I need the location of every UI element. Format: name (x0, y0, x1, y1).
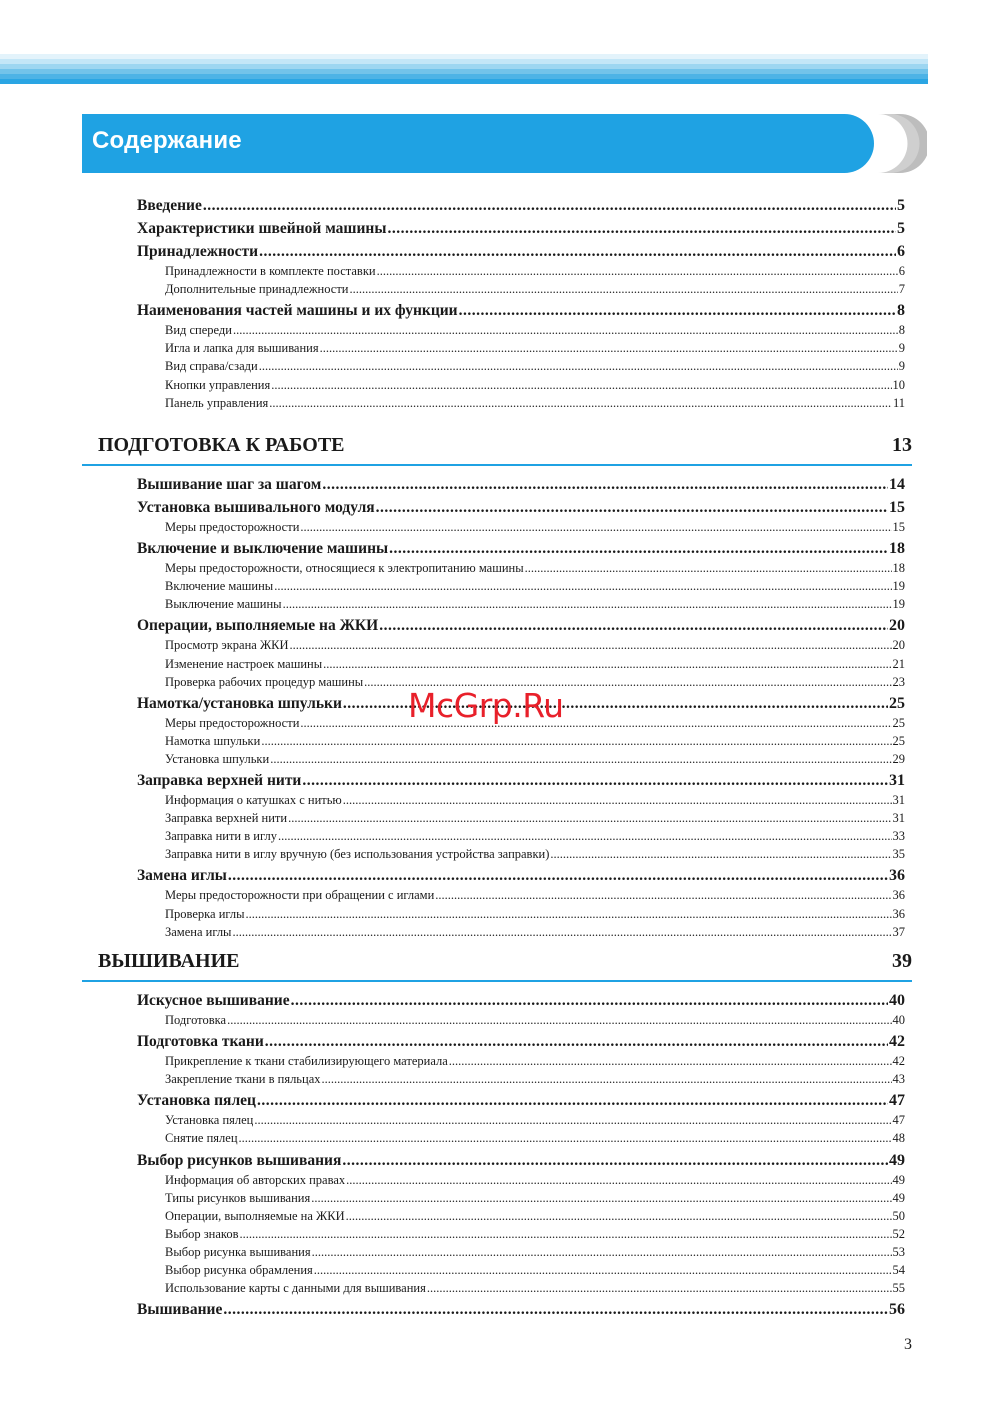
dot-leader (300, 716, 891, 731)
dot-leader (239, 1131, 892, 1146)
toc-entry-title: Вышивание (137, 1301, 223, 1319)
dot-leader (550, 847, 891, 862)
toc-entry-title: Введение (137, 197, 202, 214)
toc-subentry[interactable] (165, 1131, 905, 1148)
toc-entry[interactable] (137, 220, 905, 240)
toc-subentry[interactable] (165, 1245, 905, 1262)
dot-leader (288, 811, 891, 826)
toc-entry-title: Характеристики швейной машины (137, 220, 387, 237)
toc-subentry[interactable] (165, 282, 905, 299)
toc-entry[interactable] (137, 243, 905, 263)
toc-entry-title: Кнопки управления (165, 377, 271, 392)
dot-leader (261, 734, 891, 749)
dot-leader (278, 829, 892, 844)
toc-entry-page: 40 (892, 1013, 905, 1027)
dot-leader (203, 197, 896, 215)
toc-entry[interactable] (137, 302, 905, 322)
dot-leader (376, 499, 888, 517)
toc-entry-page: 29 (892, 751, 905, 766)
toc-entry-page: 31 (889, 772, 905, 789)
toc-entry[interactable] (137, 992, 905, 1012)
dot-leader (269, 396, 892, 411)
toc-subentry[interactable] (165, 1113, 905, 1130)
toc-subentry[interactable] (165, 561, 905, 578)
toc-entry-title: Просмотр экрана ЖКИ (165, 638, 289, 653)
toc-entry-page: 18 (889, 540, 905, 558)
toc-entry-page: 18 (892, 561, 905, 576)
toc-subentry[interactable] (165, 378, 905, 395)
toc-subentry[interactable] (165, 907, 905, 924)
toc-subentry[interactable] (165, 1173, 905, 1190)
toc-entry-title: Изменение настроек машины (165, 656, 323, 671)
toc-entry-page: 50 (892, 1208, 905, 1223)
toc-subentry[interactable] (165, 1263, 905, 1280)
toc-subentry[interactable] (165, 925, 905, 942)
toc-entry-page: 5 (897, 220, 905, 237)
toc-entry-title: Искусное вышивание (137, 992, 290, 1009)
dot-leader (223, 1301, 888, 1319)
toc-entry-page: 21 (892, 656, 905, 671)
toc-entry-title: Выбор рисунка обрамления (165, 1263, 313, 1277)
dot-leader (291, 992, 888, 1010)
toc-entry-page: 15 (892, 520, 905, 534)
toc-subentry[interactable] (165, 657, 905, 674)
toc-entry-page: 8 (897, 302, 905, 320)
dot-leader (389, 540, 888, 558)
toc-entry-title: Намотка/установка шпульки (137, 694, 342, 712)
toc-entry-page: 11 (892, 395, 905, 410)
toc-entry-page: 10 (892, 377, 905, 392)
toc-entry-title: Игла и лапка для вышивания (165, 341, 319, 356)
toc-entry-title: Вид справа/сзади (165, 359, 258, 374)
toc-entry-title: Подготовка ткани (137, 1033, 264, 1051)
toc-subentry[interactable] (165, 847, 905, 864)
toc-entry-page: 19 (892, 597, 905, 612)
toc-entry[interactable] (137, 1301, 905, 1321)
toc-entry-title: Выбор рисунка вышивания (165, 1244, 311, 1259)
toc-entry-title: Типы рисунков вышивания (165, 1190, 311, 1205)
toc-entry-title: Установка пялец (137, 1092, 256, 1110)
toc-entry-title: Установка вышивального модуля (137, 499, 375, 516)
toc-entry-title: Замена иглы (137, 867, 227, 885)
toc-subentry[interactable] (165, 396, 905, 413)
toc-entry-page: 9 (898, 341, 905, 356)
toc-entry[interactable] (137, 1152, 905, 1172)
dot-leader (290, 638, 892, 653)
toc-entry-page: 31 (892, 793, 905, 807)
dot-leader (449, 1054, 892, 1069)
toc-entry-title: Принадлежности (137, 243, 259, 260)
toc-entry-page: 33 (892, 829, 905, 844)
toc-subentry[interactable] (165, 323, 905, 340)
toc-subentry[interactable] (165, 579, 905, 596)
toc-entry-page: 14 (889, 476, 905, 493)
toc-entry-title: Намотка шпульки (165, 733, 261, 748)
toc-entry-page: 37 (892, 924, 905, 939)
dot-leader (300, 520, 891, 535)
dot-leader (246, 907, 892, 922)
toc-entry-page: 48 (892, 1131, 905, 1146)
toc-entry-page: 52 (892, 1226, 905, 1241)
toc-entry-page: 25 (892, 715, 905, 730)
toc-subentry[interactable] (165, 793, 905, 810)
toc-entry[interactable] (137, 1092, 905, 1112)
toc-subentry[interactable] (165, 829, 905, 846)
toc-subentry[interactable] (165, 1072, 905, 1089)
toc-subentry[interactable] (165, 1054, 905, 1071)
dot-leader (259, 243, 896, 261)
toc-subentry[interactable] (165, 341, 905, 358)
toc-entry-title: Установка шпульки (165, 751, 270, 766)
toc-entry-page: 42 (889, 1033, 905, 1051)
dot-leader (322, 1072, 892, 1087)
section-page: 13 (892, 434, 912, 456)
dot-leader (283, 597, 892, 612)
toc-entry-page: 56 (889, 1301, 905, 1319)
toc-entry-title: Операции, выполняемые на ЖКИ (137, 617, 379, 635)
toc-entry-page: 49 (892, 1190, 905, 1205)
toc-subentry[interactable] (165, 359, 905, 376)
toc-entry-title: Наименования частей машины и их функции (137, 302, 458, 320)
page-title: Содержание (92, 127, 242, 154)
toc-entry-title: Информация об авторских правах (165, 1172, 346, 1187)
page-number: 3 (904, 1336, 912, 1353)
dot-leader (435, 888, 891, 903)
dot-leader (265, 1033, 888, 1051)
dot-leader (322, 476, 888, 494)
toc-entry-title: Выключение машины (165, 597, 282, 612)
toc-subentry[interactable] (165, 752, 905, 769)
section-page: 39 (892, 950, 912, 972)
section-title: ВЫШИВАНИЕ (98, 950, 240, 972)
toc-entry-title: Установка пялец (165, 1113, 254, 1128)
dot-leader (377, 264, 898, 279)
toc-entry-page: 49 (892, 1172, 905, 1187)
dot-leader (459, 302, 896, 320)
toc-subentry[interactable] (165, 520, 905, 537)
toc-entry-page: 47 (889, 1092, 905, 1110)
dot-leader (343, 793, 892, 808)
toc-entry-page: 19 (892, 579, 905, 594)
toc-entry-title: Панель управления (165, 395, 269, 410)
dot-leader (259, 359, 898, 374)
section-heading[interactable] (82, 950, 912, 982)
toc-entry-title: Заправка нити в иглу вручную (без использования устройства заправки) (165, 847, 550, 862)
toc-entry[interactable] (137, 1033, 905, 1053)
toc-entry-page: 6 (897, 243, 905, 260)
toc-entry-page: 9 (898, 359, 905, 374)
dot-leader (320, 341, 898, 356)
toc-entry-page: 5 (897, 197, 905, 214)
toc-entry-title: Включение и выключение машины (137, 540, 389, 558)
toc-entry[interactable] (137, 617, 905, 637)
toc-entry-page: 7 (898, 282, 905, 297)
toc-entry-title: Меры предосторожности при обращении с иглами (165, 888, 435, 903)
toc-entry-title: Принадлежности в комплекте поставки (165, 264, 376, 278)
dot-leader (270, 752, 891, 767)
toc-entry-title: Дополнительные принадлежности (165, 282, 349, 297)
toc-entry-page: 20 (889, 617, 905, 635)
toc-entry-title: Операции, выполняемые на ЖКИ (165, 1208, 345, 1223)
toc-subentry[interactable] (165, 1227, 905, 1244)
toc-subentry[interactable] (165, 264, 905, 281)
toc-entry[interactable] (137, 197, 905, 217)
toc-entry-page: 36 (889, 867, 905, 885)
toc-subentry[interactable] (165, 1191, 905, 1208)
dot-leader (427, 1281, 892, 1296)
toc-entry-title: Меры предосторожности (165, 715, 300, 730)
toc-subentry[interactable] (165, 888, 905, 905)
toc-entry-page: 36 (892, 888, 905, 903)
toc-subentry[interactable] (165, 734, 905, 751)
dot-leader (227, 1013, 891, 1028)
toc-entry-page: 49 (889, 1151, 905, 1169)
dot-leader (379, 617, 888, 635)
toc-entry[interactable] (137, 540, 905, 560)
toc-entry-page: 55 (892, 1281, 905, 1296)
toc-entry-page: 20 (892, 638, 905, 653)
toc-entry-page: 15 (889, 499, 905, 516)
dot-leader (311, 1191, 891, 1206)
toc-entry-page: 31 (892, 811, 905, 826)
toc-entry-title: Закрепление ткани в пяльцах (165, 1072, 321, 1087)
toc-entry-title: Проверка иглы (165, 906, 245, 921)
toc-entry-page: 25 (892, 733, 905, 748)
toc-entry-title: Меры предосторожности, относящиеся к электропитанию машины (165, 561, 524, 576)
toc-entry-page: 6 (898, 264, 905, 278)
toc-entry-page: 36 (892, 906, 905, 921)
section-heading[interactable] (82, 434, 912, 466)
toc-entry-title: Меры предосторожности (165, 520, 300, 534)
dot-leader (232, 925, 891, 940)
toc-entry-page: 54 (892, 1263, 905, 1277)
dot-leader (271, 378, 891, 393)
toc-subentry[interactable] (165, 597, 905, 614)
dot-leader (274, 579, 891, 594)
toc-subentry[interactable] (165, 1281, 905, 1298)
toc-subentry[interactable] (165, 638, 905, 655)
dot-leader (257, 1092, 888, 1110)
toc-entry-title: Вид спереди (165, 323, 232, 338)
toc-entry-title: Снятие пялец (165, 1131, 238, 1146)
dot-leader (302, 772, 888, 790)
toc-entry-page: 35 (892, 847, 905, 862)
toc-entry-page: 25 (889, 694, 905, 712)
toc-entry-title: Заправка верхней нити (137, 772, 302, 789)
toc-entry-title: Прикрепление к ткани стабилизирующего материала (165, 1054, 448, 1069)
toc-entry-title: Заправка нити в иглу (165, 829, 277, 844)
toc-entry[interactable] (137, 867, 905, 887)
toc-entry-title: Выбор рисунков вышивания (137, 1151, 342, 1169)
toc-entry-title: Включение машины (165, 579, 274, 594)
toc-subentry[interactable] (165, 1013, 905, 1030)
watermark: McGrp.Ru (408, 686, 564, 725)
toc-entry-page: 53 (892, 1244, 905, 1259)
toc-entry-page: 43 (892, 1072, 905, 1087)
toc-entry-page: 47 (892, 1113, 905, 1128)
toc-entry-title: Вышивание шаг за шагом (137, 476, 322, 493)
toc-entry[interactable] (137, 772, 905, 792)
toc-subentry[interactable] (165, 811, 905, 828)
dot-leader (312, 1245, 892, 1260)
dot-leader (342, 1152, 888, 1170)
dot-leader (240, 1227, 892, 1242)
dot-leader (228, 867, 888, 885)
dot-leader (525, 561, 892, 576)
toc-entry-title: Проверка рабочих процедур машины (165, 674, 364, 689)
toc-entry-title: Подготовка (165, 1013, 227, 1027)
toc-entry-title: Использование карты с данными для вышивания (165, 1281, 426, 1296)
toc-entry[interactable] (137, 499, 905, 519)
toc-entry-page: 42 (892, 1054, 905, 1069)
dot-leader (323, 657, 891, 672)
toc-entry-page: 23 (892, 674, 905, 689)
toc-entry-page: 8 (898, 323, 905, 338)
dot-leader (233, 323, 898, 338)
section-title: ПОДГОТОВКА К РАБОТЕ (98, 434, 345, 456)
dot-leader (346, 1173, 891, 1188)
dot-leader (387, 220, 896, 238)
dot-leader (349, 282, 897, 297)
toc-entry-title: Замена иглы (165, 924, 232, 939)
dot-leader (346, 1209, 892, 1224)
toc-subentry[interactable] (165, 1209, 905, 1226)
toc-entry-title: Информация о катушках с нитью (165, 793, 342, 807)
toc-entry-title: Выбор знаков (165, 1226, 239, 1241)
dot-leader (314, 1263, 892, 1278)
toc-entry-title: Заправка верхней нити (165, 811, 288, 826)
dot-leader (254, 1113, 891, 1128)
toc-entry-page: 40 (889, 992, 905, 1009)
toc-entry[interactable] (137, 476, 905, 496)
